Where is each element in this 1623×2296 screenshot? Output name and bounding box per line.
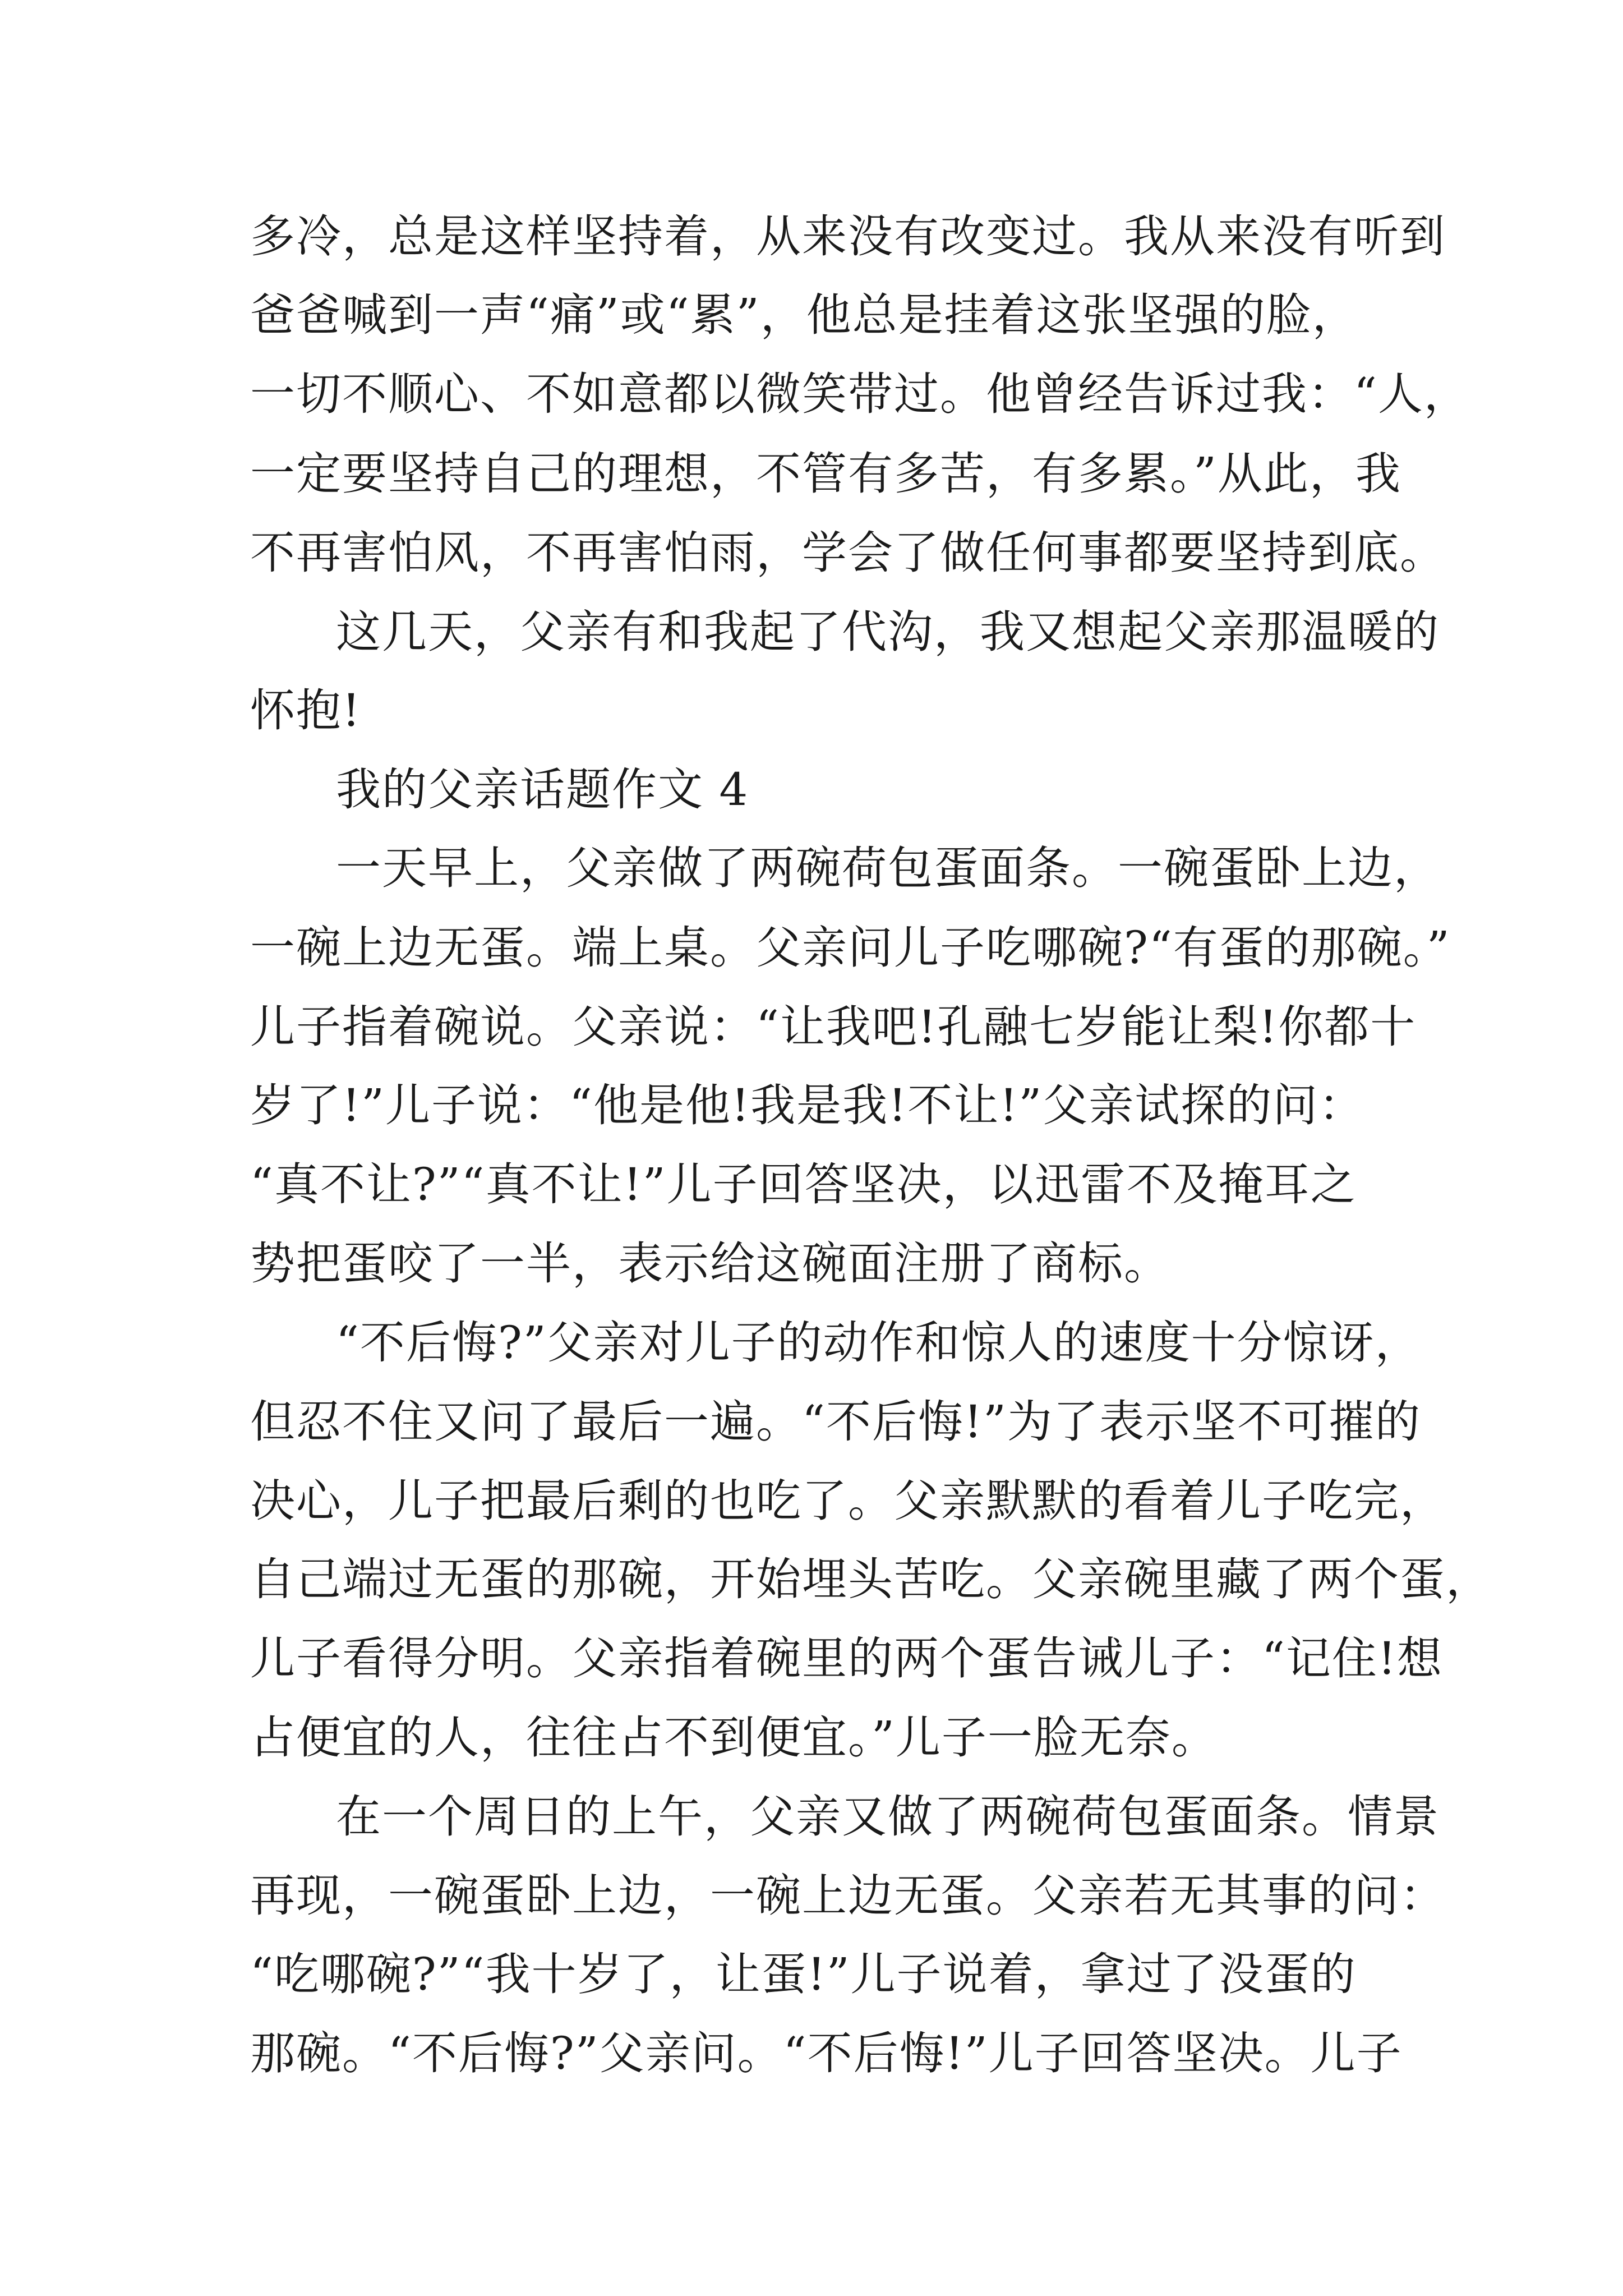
section-heading: 我的父亲话题作文 4 xyxy=(336,763,749,816)
text-line: 这几天，父亲有和我起了代沟，我又想起父亲那温暖的 xyxy=(336,606,1440,658)
text-line: 爸爸喊到一声“痛”或“累”，他总是挂着这张坚强的脸， xyxy=(250,289,1358,341)
text-line: 决心，儿子把最后剩的也吃了。父亲默默的看着儿子吃完， xyxy=(250,1475,1446,1527)
text-line: 自己端过无蛋的那碗，开始埋头苦吃。父亲碗里藏了两个蛋， xyxy=(250,1553,1492,1605)
text-line: 怀抱! xyxy=(250,684,362,737)
text-line: 一切不顺心、不如意都以微笑带过。他曾经告诉过我：“人， xyxy=(250,368,1470,420)
text-line: “吃哪碗?”“我十岁了，让蛋!”儿子说着，拿过了没蛋的 xyxy=(250,1948,1357,2000)
text-line: 一天早上，父亲做了两碗荷包蛋面条。一碗蛋卧上边， xyxy=(336,842,1440,894)
text-line: 但忍不住又问了最后一遍。“不后悔!”为了表示坚不可摧的 xyxy=(250,1396,1421,1448)
text-line: 一定要坚持自己的理想，不管有多苦，有多累。”从此，我 xyxy=(250,448,1401,500)
text-line: 占便宜的人，往往占不到便宜。”儿子一脸无奈。 xyxy=(250,1711,1218,1764)
text-line: 那碗。“不后悔?”父亲问。“不后悔!”儿子回答坚决。儿子 xyxy=(250,2027,1403,2079)
text-line: 多冷，总是这样坚持着，从来没有改变过。我从来没有听到 xyxy=(250,210,1446,263)
text-line: 一碗上边无蛋。端上桌。父亲问儿子吃哪碗?“有蛋的那碗。” xyxy=(250,922,1451,974)
text-line: 不再害怕风，不再害怕雨，学会了做任何事都要坚持到底。 xyxy=(250,527,1446,579)
text-line: 儿子看得分明。父亲指着碗里的两个蛋告诫儿子：“记住!想 xyxy=(250,1632,1444,1685)
text-line: “不后悔?”父亲对儿子的动作和惊人的速度十分惊讶， xyxy=(336,1317,1421,1369)
text-line: “真不让?”“真不让!”儿子回答坚决，以迅雷不及掩耳之 xyxy=(250,1158,1357,1211)
text-line: 势把蛋咬了一半，表示给这碗面注册了商标。 xyxy=(250,1237,1170,1290)
text-line: 儿子指着碗说。父亲说：“让我吧!孔融七岁能让梨!你都十 xyxy=(250,1001,1417,1053)
text-line: 在一个周日的上午，父亲又做了两碗荷包蛋面条。情景 xyxy=(336,1791,1440,1843)
text-line: 岁了!”儿子说：“他是他!我是我!不让!”父亲试探的问： xyxy=(250,1079,1365,1131)
text-line: 再现，一碗蛋卧上边，一碗上边无蛋。父亲若无其事的问： xyxy=(250,1870,1446,1922)
